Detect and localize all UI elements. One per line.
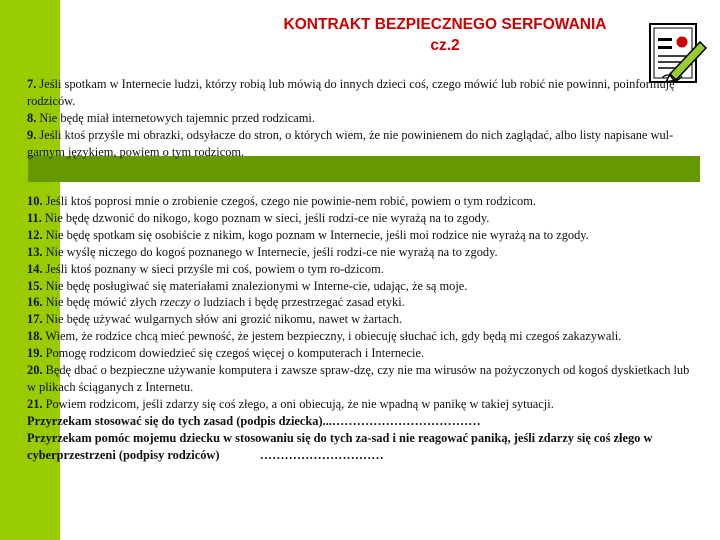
rules-10-21 (27, 193, 695, 464)
rule-item (27, 294, 695, 311)
title-line-1: KONTRAKT BEZPIECZNEGO SERFOWANIA (283, 16, 607, 33)
rule-item (27, 396, 695, 413)
rule-number: 12. (27, 227, 43, 242)
rule-text: Nie będę spotkam się osobiście z nikim, kogo poznam w Internecie, jeśli moi rodzice nie wyrażą na to zgody. (42, 227, 589, 242)
rule-item (27, 261, 695, 278)
rule-text: Nie będę posługiwać się materiałami znalezionymi w Interne-cie, udając, że są moje. (42, 278, 468, 293)
rule-number: 9. (27, 127, 37, 142)
rule-text: Jeśli ktoś poprosi mnie o zrobienie czegoś, czego nie powinie-nem robić, powiem o tym rodzicom. (42, 194, 536, 208)
rule-text: Nie będę używać wulgarnych słów ani grozić nikomu, nawet w żartach. (42, 312, 403, 327)
rule-item (27, 362, 695, 396)
rule-number: 19. (27, 346, 43, 361)
rule-number: 11. (27, 210, 42, 225)
rule-item (27, 193, 695, 210)
rule-text: Jeśli ktoś poznany w sieci przyśle mi coś, powiem o tym ro-dzicom. (42, 261, 384, 276)
rule-item (27, 328, 695, 345)
rule-text: Nie będę mówić złych (42, 295, 160, 310)
rule-text: ludziach i będę przestrzegać zasad etyki. (200, 295, 405, 310)
rule-number: 14. (27, 261, 43, 276)
rule-number: 20. (27, 363, 43, 378)
rule-number: 10. (27, 194, 43, 208)
rule-item (27, 311, 695, 328)
rule-number: 13. (27, 244, 43, 259)
parents-pledge: Przyrzekam pomóc mojemu dziecku w stosowaniu się do tych za-sad i nie reagować paniką, jeśli zdarzy się coś złego w cyberprzestrzeni (podpisy rodziców) ………………………… (27, 430, 656, 462)
rule-text-italic: rzeczy o (159, 295, 201, 310)
rule-text: Powiem rodzicom, jeśli zdarzy się coś złego, a oni obiecują, że nie wpadną w panikę w takiej sytuacji. (42, 396, 554, 411)
title-line-2: cz.2 (430, 37, 460, 54)
rule-text: Pomogę rodzicom dowiedzieć się czegoś więcej o komputerach i Internecie. (42, 346, 425, 361)
page-title (250, 14, 640, 56)
rule-item (27, 345, 695, 362)
rule-item (27, 244, 695, 261)
rules-7-9 (27, 76, 695, 161)
rule-number: 18. (27, 329, 43, 344)
rule-item (27, 110, 695, 127)
rule-item (27, 278, 695, 295)
rule-item (27, 127, 695, 161)
rule-text: Będę dbać o bezpieczne używanie komputera i zawsze spraw-dzę, czy nie ma wirusów na pożyczonych od kogoś dyskietkach lub w plikach ściąganych z Internetu. (27, 363, 690, 394)
child-pledge: Przyrzekam stosować się do tych zasad (podpis dziecka)...……………………………… (27, 413, 481, 428)
rule-text: Wiem, że rodzice chcą mieć pewność, że jestem bezpieczny, i obiecuję słuchać ich, gdy będą mi czegoś zakazywali. (42, 329, 622, 344)
rule-number: 7. (27, 77, 37, 91)
rule-number: 15. (27, 278, 43, 293)
rule-text: Jeśli ktoś przyśle mi obrazki, odsyłacze do stron, o których wiem, że nie powinienem do nich zaglądać, albo listy napisane wul-garnym językiem, powiem o tym rodzicom. (27, 127, 674, 159)
rule-item (27, 210, 695, 227)
rule-text: Nie wyślę niczego do kogoś poznanego w Internecie, jeśli rodzi-ce nie wyrażą na to zgody. (42, 244, 498, 259)
rule-text: Jeśli spotkam w Internecie ludzi, którzy robią lub mówią do innych dzieci coś, czego mówić lub robić nie powinni, poinformuję rodziców. (27, 77, 675, 108)
rule-number: 8. (27, 110, 37, 125)
rule-number: 21. (27, 396, 43, 411)
rule-item (27, 76, 695, 110)
rule-text: Nie będę miał internetowych tajemnic przed rodzicami. (36, 110, 315, 125)
rule-item (27, 227, 695, 244)
rule-number: 16. (27, 295, 43, 310)
rule-text: Nie będę dzwonić do nikogo, kogo poznam w sieci, jeśli rodzi-ce nie wyrażą na to zgody. (41, 210, 490, 225)
rule-number: 17. (27, 312, 43, 327)
